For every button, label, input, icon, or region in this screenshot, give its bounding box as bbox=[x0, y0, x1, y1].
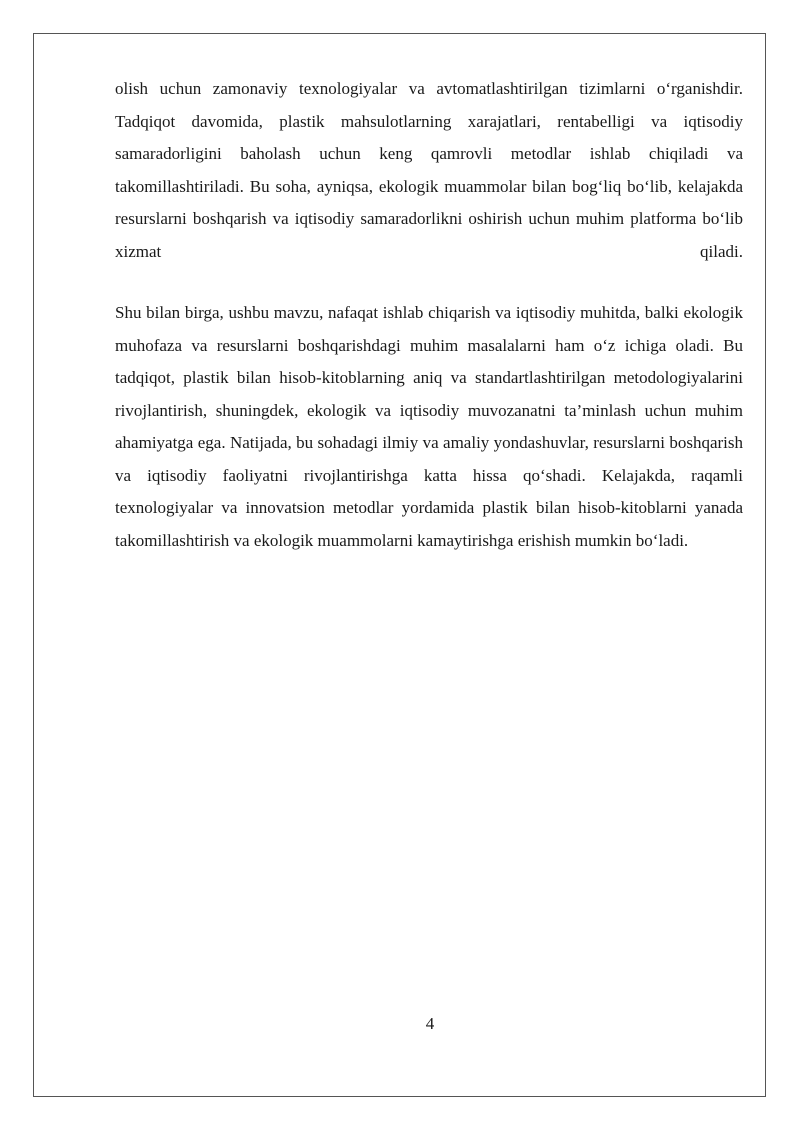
document-body bbox=[115, 73, 743, 557]
paragraph-1: olish uchun zamonaviy texnologiyalar va avtomatlashtirilgan tizimlarni o‘rganishdir. Tadqiqot davomida, plastik mahsulotlarning xarajatlari, rentabelligi va iqtisodiy samaradorligini baholash uchun keng qamrovli metodlar ishlab chiqiladi va takomillashtiriladi. Bu soha, ayniqsa, ekologik muammolar bilan bog‘liq bo‘lib, kelajakda resurslarni boshqarish va iqtisodiy samaradorlikni oshirish uchun muhim platforma bo‘lib xizmat qiladi. bbox=[115, 79, 743, 261]
paragraph-spacer bbox=[115, 268, 743, 297]
paragraph-2: Shu bilan birga, ushbu mavzu, nafaqat ishlab chiqarish va iqtisodiy muhitda, balki ekologik muhofaza va resurslarni boshqarishdagi muhim masalalarni ham o‘z ichiga oladi. Bu tadqiqot, plastik bilan hisob-kitoblarning aniq va standartlashtirilgan metodologiyalarini rivojlantirish, shuningdek, ekologik va iqtisodiy muvozanatni ta’minlash uchun muhim ahamiyatga ega. Natijada, bu sohadagi ilmiy va amaliy yondashuvlar, resurslarni boshqarish va iqtisodiy faoliyatni rivojlantirishga katta hissa qo‘shadi. Kelajakda, raqamli texnologiyalar va innovatsion metodlar yordamida plastik bilan hisob-kitoblarni yanada takomillashtirish va ekologik muammolarni kamaytirishga erishish mumkin bo‘ladi. bbox=[115, 303, 743, 550]
page-number: 4 bbox=[425, 1014, 435, 1033]
